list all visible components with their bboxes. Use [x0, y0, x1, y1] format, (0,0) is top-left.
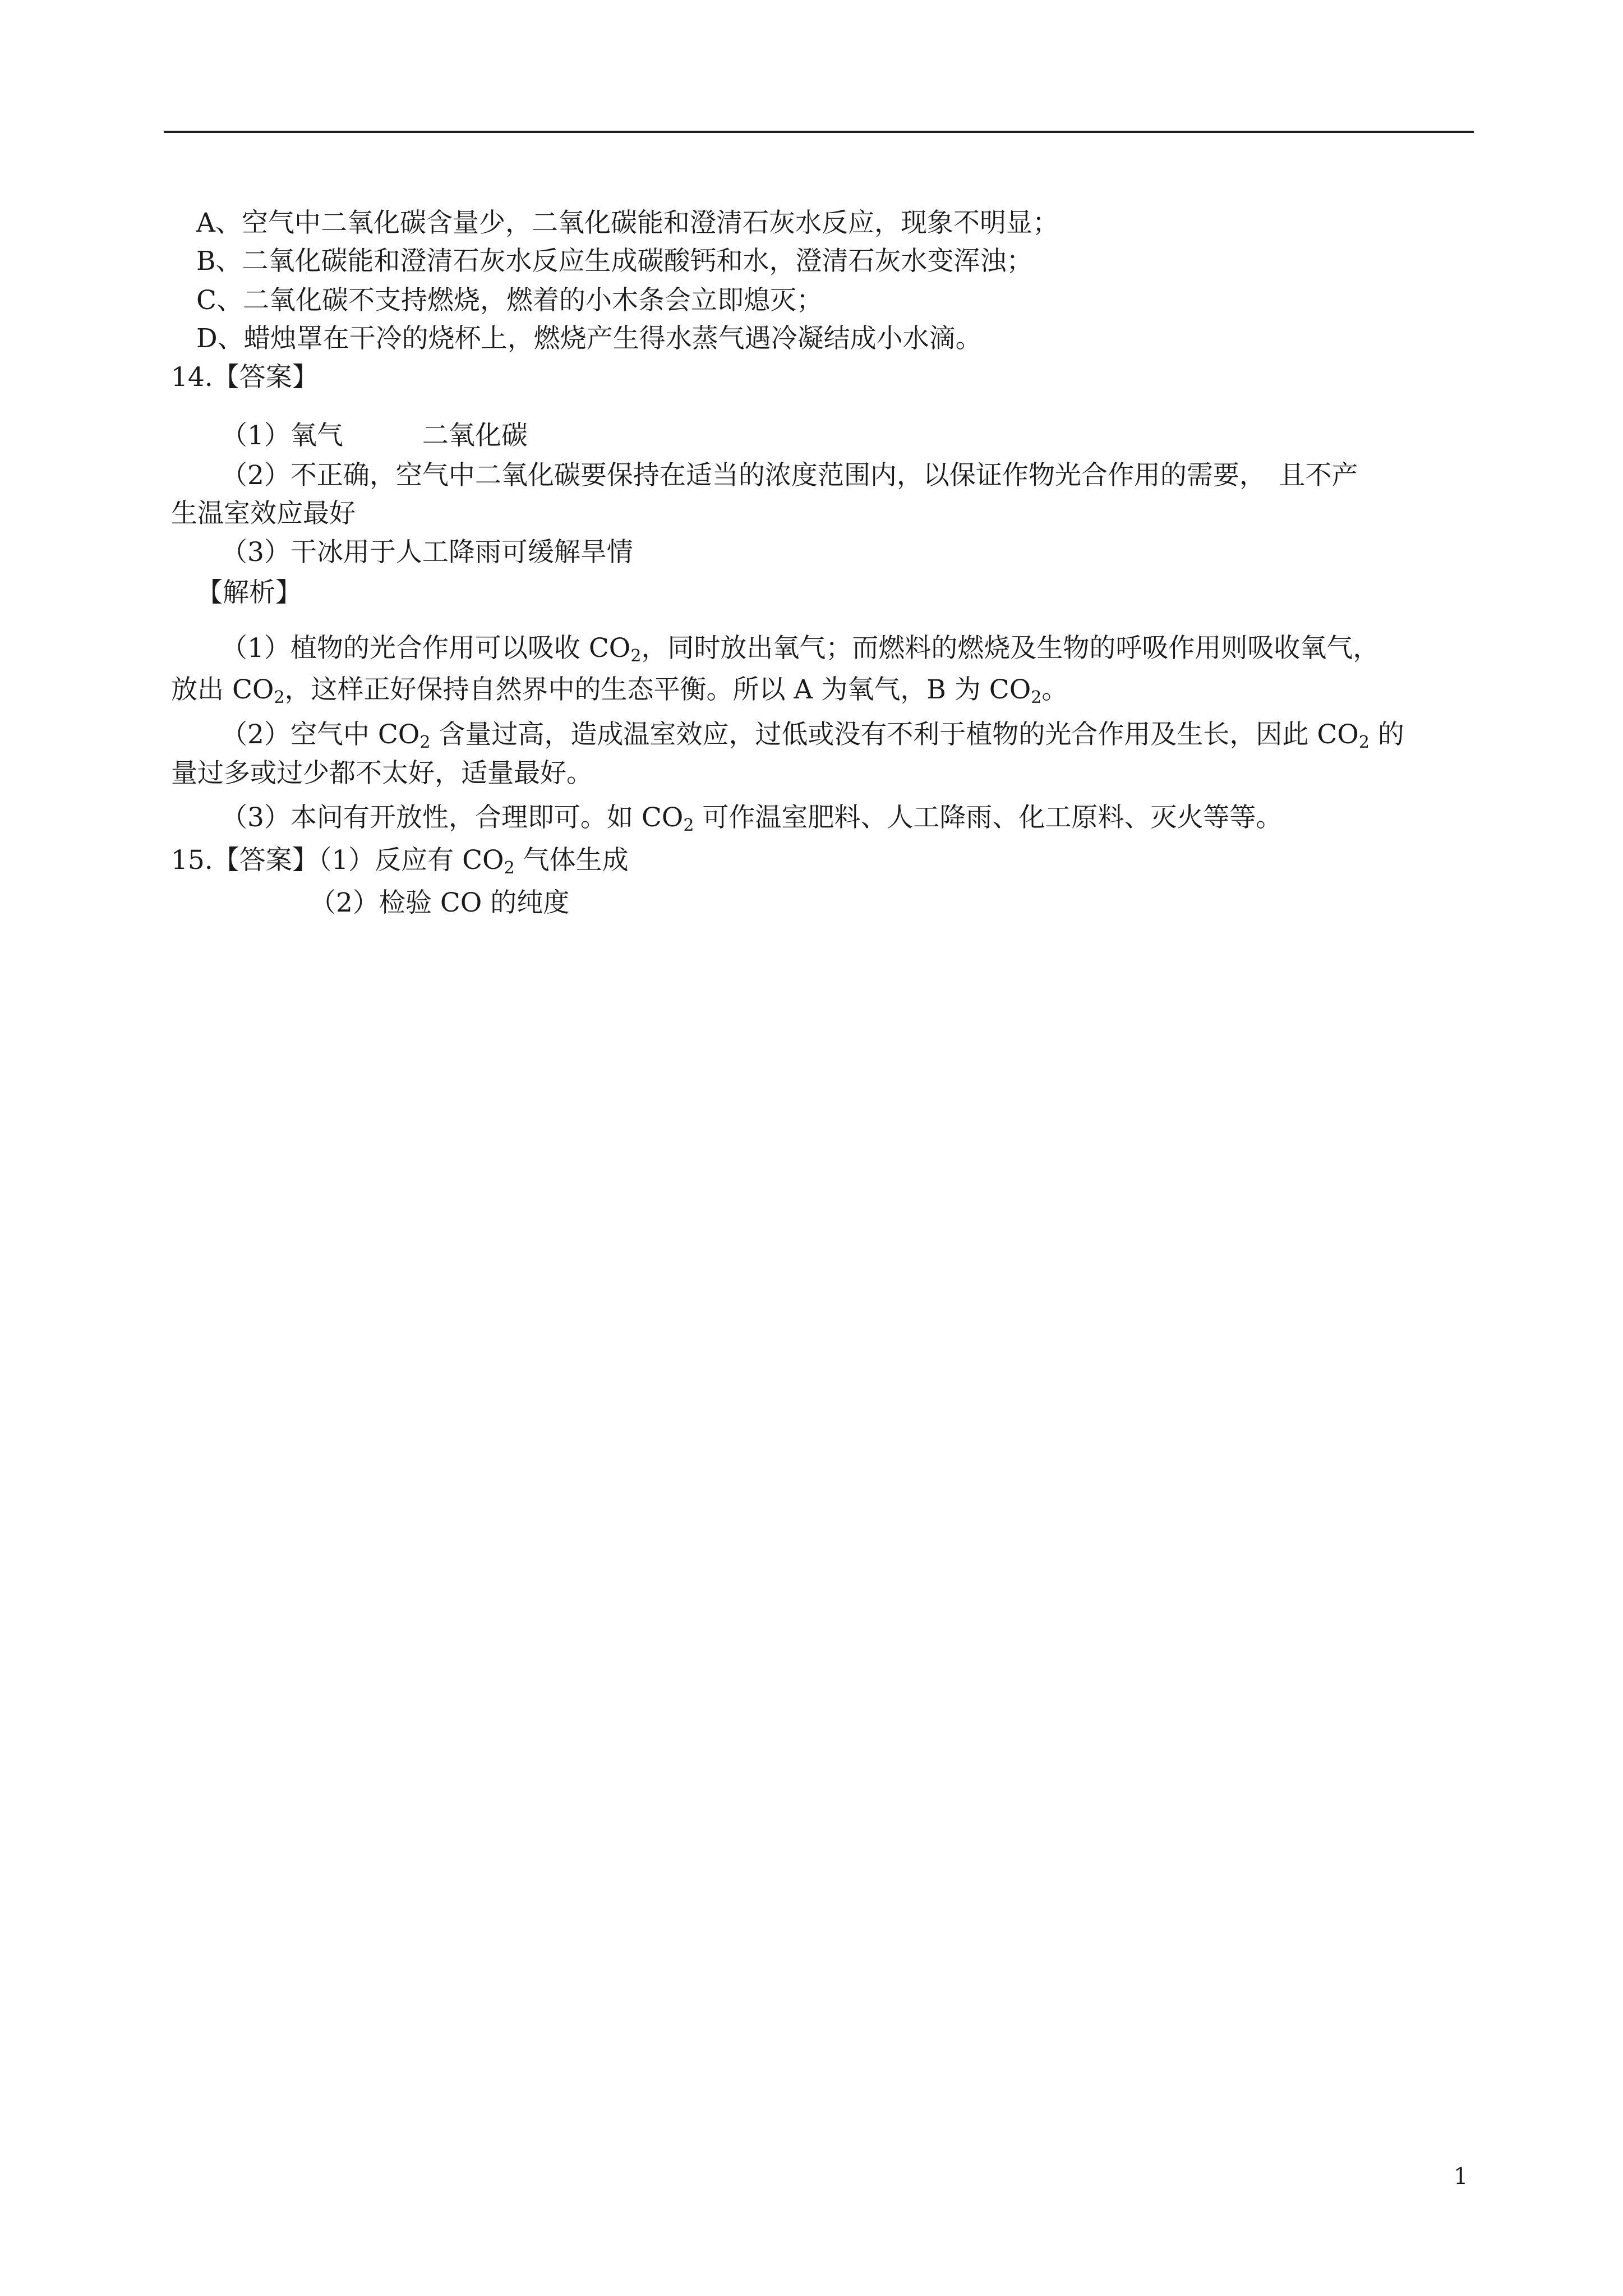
text-segment: （2）不正确，空气中二氧化碳要保持在适当的浓度范围内，以保证作物光合作用的需要， 且不产: [221, 460, 1358, 491]
text-segment: ，同时放出氧气；而燃料的燃烧及生物的呼吸作用则吸收氧气，: [641, 633, 1380, 664]
text-segment: 15.【答案】（1）反应有 CO: [171, 845, 504, 876]
subscript: 2: [683, 816, 694, 835]
text-segment: （3）本问有开放性，合理即可。如 CO: [221, 802, 684, 833]
subscript: 2: [1031, 688, 1042, 707]
subscript: 2: [274, 688, 285, 707]
subscript: 2: [1358, 733, 1370, 752]
text-line: [171, 844, 629, 877]
text-segment: （3）干冰用于人工降雨可缓解旱情: [221, 537, 633, 568]
text-segment: 量过多或过少都不太好，适量最好。: [171, 758, 593, 789]
text-segment: 气体生成: [514, 845, 629, 876]
text-segment: 可作温室肥料、人工降雨、化工原料、灭火等等。: [694, 802, 1283, 833]
text-segment: A、空气中二氧化碳含量少，二氧化碳能和澄清石灰水反应，现象不明显；: [196, 208, 1059, 238]
page-number: 1: [1454, 2164, 1468, 2189]
text-line: [196, 206, 1059, 240]
text-segment: 【解析】: [196, 577, 302, 608]
text-line: [196, 284, 823, 318]
text-line: [221, 801, 1282, 835]
text-segment: （1）植物的光合作用可以吸收 CO: [221, 633, 631, 664]
subscript: 2: [419, 733, 431, 752]
text-line: [171, 361, 319, 394]
text-line: [196, 245, 1033, 278]
text-segment: D、蜡烛罩在干冷的烧杯上，燃烧产生得水蒸气遇冷凝结成小水滴。: [196, 323, 982, 354]
text-line: [171, 757, 593, 790]
text-line: [221, 536, 633, 569]
text-line: [171, 673, 1068, 707]
text-segment: （1）氧气 二氧化碳: [221, 420, 528, 451]
subscript: 2: [630, 646, 642, 666]
text-segment: 生温室效应最好: [171, 498, 356, 529]
text-segment: （2）检验 CO 的纯度: [310, 887, 570, 918]
subscript: 2: [504, 858, 515, 878]
text-line: [171, 497, 356, 531]
text-line: [196, 322, 982, 356]
text-segment: ，这样正好保持自然界中的生态平衡。所以 A 为氧气，B 为 CO: [284, 674, 1031, 705]
text-line: [221, 459, 1358, 493]
header-rule: [164, 131, 1474, 133]
text-segment: 14.【答案】: [171, 362, 319, 393]
text-segment: （2）空气中 CO: [221, 719, 420, 750]
text-line: [221, 419, 528, 453]
text-line: [221, 632, 1379, 665]
text-segment: 含量过高，造成温室效应，过低或没有不利于植物的光合作用及生长，因此 CO: [430, 719, 1359, 750]
text-segment: C、二氧化碳不支持燃烧，燃着的小木条会立即熄灭；: [196, 285, 823, 316]
text-segment: B、二氧化碳能和澄清石灰水反应生成碳酸钙和水，澄清石灰水变浑浊；: [196, 246, 1033, 277]
text-segment: 放出 CO: [171, 674, 274, 705]
text-line: [221, 718, 1404, 752]
text-segment: 。: [1041, 674, 1068, 705]
text-segment: 的: [1369, 719, 1404, 750]
text-line: [196, 576, 302, 610]
text-line: [310, 886, 569, 920]
